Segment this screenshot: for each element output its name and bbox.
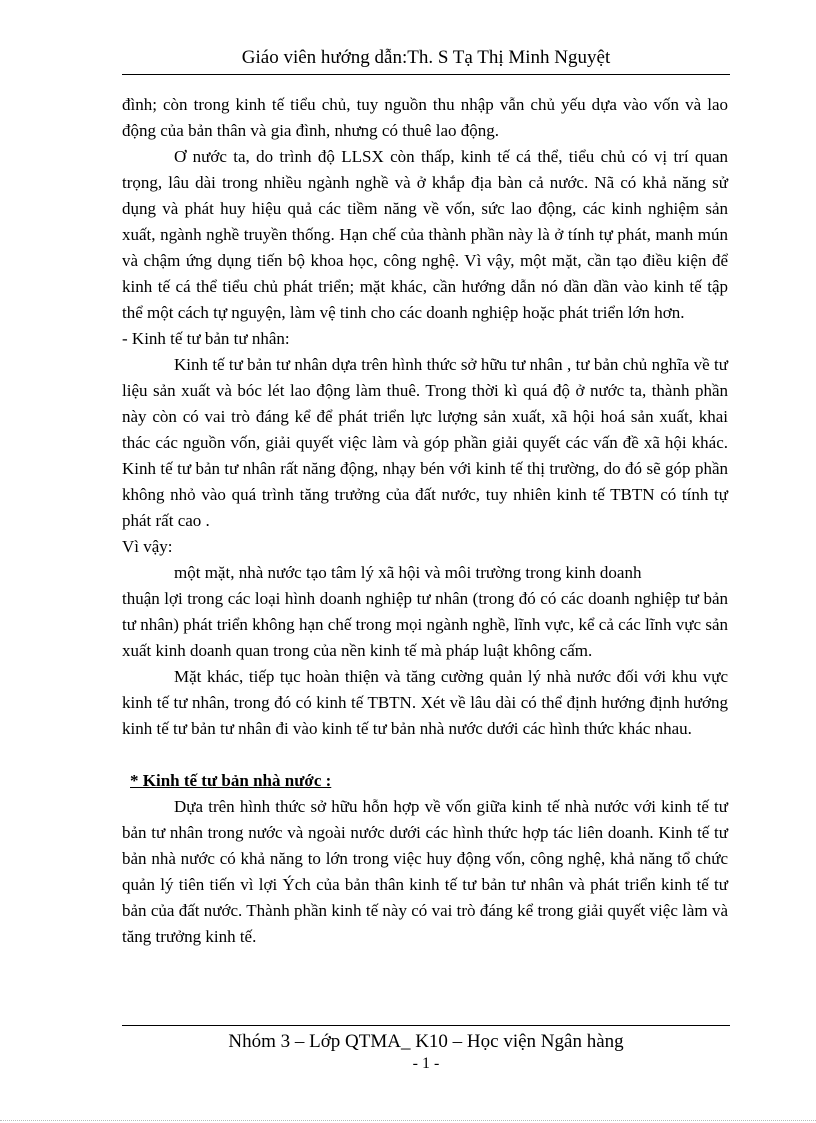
subheading-private-capital: - Kinh tế tư bản tư nhân: <box>122 329 290 348</box>
paragraph-6-rest: thuận lợi trong các loại hình doanh nghiệp tư nhân (trong đó có các doanh nghiệp tư bản tư nhân) phát triển không hạn chế trong mọi ngành nghề, lĩnh vực, kể cả các lĩnh vực sản xuất kinh doanh quan trong của nền kinh tế mà pháp luật không cấm. <box>122 589 728 660</box>
paragraph-2: Ơ nước ta, do trình độ LLSX còn thấp, kinh tế cá thể, tiểu chủ có vị trí quan trọng, lâu dài trong nhiều ngành nghề và ở khắp địa bàn cả nước. Nã có khả năng sử dụng và phát huy hiệu quả các tiềm năng về vốn, sức lao động, các kinh nghiệm sản xuất, ngành nghề truyền thống. Hạn chế của thành phần này là ở tính tự phát, manh mún và chậm ứng dụng tiến bộ khoa học, công nghệ. Vì vậy, một mặt, cần tạo điều kiện để kinh tế cá thể tiểu chủ phát triển; mặt khác, cần hướng dẫn nó dần dần vào kinh tế tập thể một cách tự nguyện, làm vệ tinh cho các doanh nghiệp hoặc phát triển lớn hơn. <box>122 147 728 322</box>
page-header: Giáo viên hướng dẫn:Th. S Tạ Thị Minh Nguyệt <box>241 47 611 68</box>
section-title: * Kinh tế tư bản nhà nước : <box>130 771 332 790</box>
document-body <box>122 92 728 950</box>
page-number: - 1 - <box>412 1055 440 1072</box>
paragraph-8: Dựa trên hình thức sở hữu hỗn hợp về vốn giữa kinh tế nhà nước với kinh tế tư bản tư nhân trong nước và ngoài nước dưới các hình thức hợp tác liên doanh. Kinh tế tư bản nhà nước có khả năng to lớn trong việc huy động vốn, công nghệ, khả năng tổ chức quản lý tiên tiến vì lợi Ých của bản thân kinh tế tư bản tư nhân và phát triển kinh tế tư bản của đất nước. Thành phần kinh tế này có vai trò đáng kể trong giải quyết việc làm và tăng trưởng kinh tế. <box>122 797 728 946</box>
paragraph-therefore: Vì vậy: <box>122 537 173 556</box>
paragraph-1: đình; còn trong kinh tế tiểu chủ, tuy nguồn thu nhập vẫn chủ yếu dựa vào vốn và lao động của bản thân và gia đình, nhưng có thuê lao động. <box>122 95 728 140</box>
paragraph-4: Kinh tế tư bản tư nhân dựa trên hình thức sở hữu tư nhân , tư bản chủ nghĩa về tư liệu sản xuất và bóc lét lao động làm thuê. Trong thời kì quá độ ở nước ta, thành phần này còn có vai trò đáng kể để phát triển lực lượng sản xuất, xã hội hoá sản xuất, khai thác các nguồn vốn, giải quyết việc làm và góp phần giải quyết các vấn đề xã hội khác. Kinh tế tư bản tư nhân rất năng động, nhạy bén với kinh tế thị trường, do đó sẽ góp phần không nhỏ vào quá trình tăng trưởng của đất nước, tuy nhiên kinh tế TBTN có tính tự phát rất cao . <box>122 355 728 530</box>
paragraph-6-first-line: một mặt, nhà nước tạo tâm lý xã hội và môi trường trong kinh doanh <box>174 563 642 582</box>
page-edge <box>0 1120 816 1121</box>
page-footer: Nhóm 3 – Lớp QTMA_ K10 – Học viện Ngân hàng <box>228 1031 624 1052</box>
paragraph-gap <box>122 742 728 768</box>
header-divider <box>122 74 730 75</box>
footer-divider <box>122 1025 730 1026</box>
paragraph-7: Mặt khác, tiếp tục hoàn thiện và tăng cường quản lý nhà nước đối với khu vực kinh tế tư nhân, trong đó có kinh tế TBTN. Xét về lâu dài có thể định hướng định hướng kinh tế tư bản tư nhân đi vào kinh tế tư bản nhà nước dưới các hình thức khác nhau. <box>122 667 728 738</box>
